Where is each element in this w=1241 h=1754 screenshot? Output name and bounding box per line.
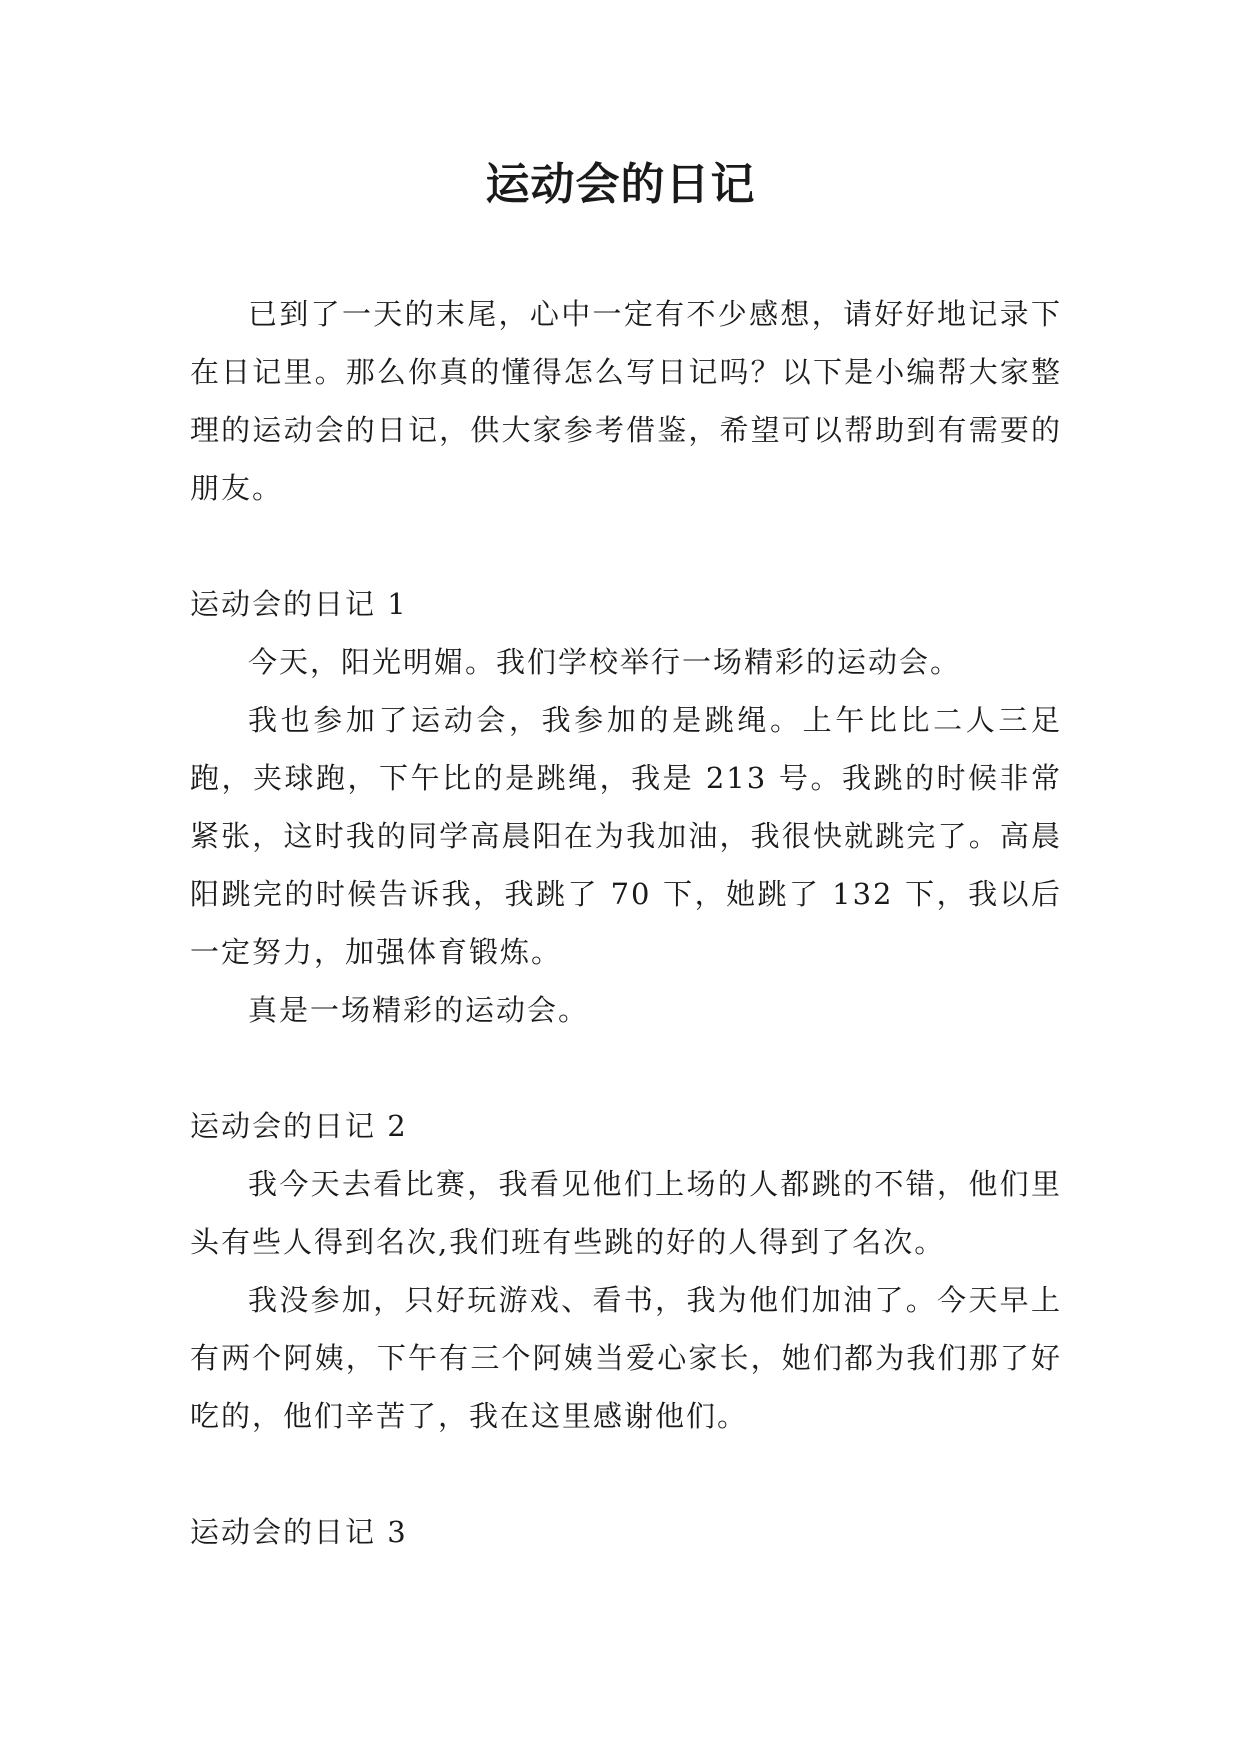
- section-heading-1: 运动会的日记 1: [190, 587, 408, 621]
- section-gap: [190, 517, 1062, 575]
- document-title: 运动会的日记: [485, 159, 756, 210]
- section-1-paragraph-1: 今天，阳光明媚。我们学校举行一场精彩的运动会。: [248, 645, 962, 679]
- section-gap: [190, 1039, 1062, 1097]
- section-gap: [190, 1445, 1062, 1503]
- section-1-paragraph-2: 我也参加了运动会，我参加的是跳绳。上午比比二人三足跑，夹球跑，下午比的是跳绳，我是 213 号。我跳的时候非常紧张，这时我的同学高晨阳在为我加油，我很快就跳完了。高晨 阳跳完的时候告诉我，我跳了 70 下，她跳了 132 下，我以后一定努力，加强体育锻炼。: [190, 703, 1062, 969]
- intro-paragraph: 已到了一天的末尾，心中一定有不少感想，请好好地记录下在日记里。那么你真的懂得怎么写日记吗？以下是小编帮大家整理的运动会的日记，供大家参考借鉴，希望可以帮助到有需要的朋友。: [190, 297, 1062, 505]
- section-1-paragraph-3: 真是一场精彩的运动会。: [248, 993, 590, 1027]
- section-2-paragraph-2: 我没参加，只好玩游戏、看书，我为他们加油了。今天早上有两个阿姨，下午有三个阿姨当爱心家长，她们都为我们那了好吃的，他们辛苦了，我在这里感谢他们。: [190, 1283, 1062, 1433]
- document-body: [190, 285, 1062, 1561]
- section-heading-3: 运动会的日记 3: [190, 1515, 408, 1549]
- section-2-paragraph-1: 我今天去看比赛，我看见他们上场的人都跳的不错，他们里头有些人得到名次,我们班有些跳的好的人得到了名次。: [190, 1167, 1062, 1259]
- section-heading-2: 运动会的日记 2: [190, 1109, 408, 1143]
